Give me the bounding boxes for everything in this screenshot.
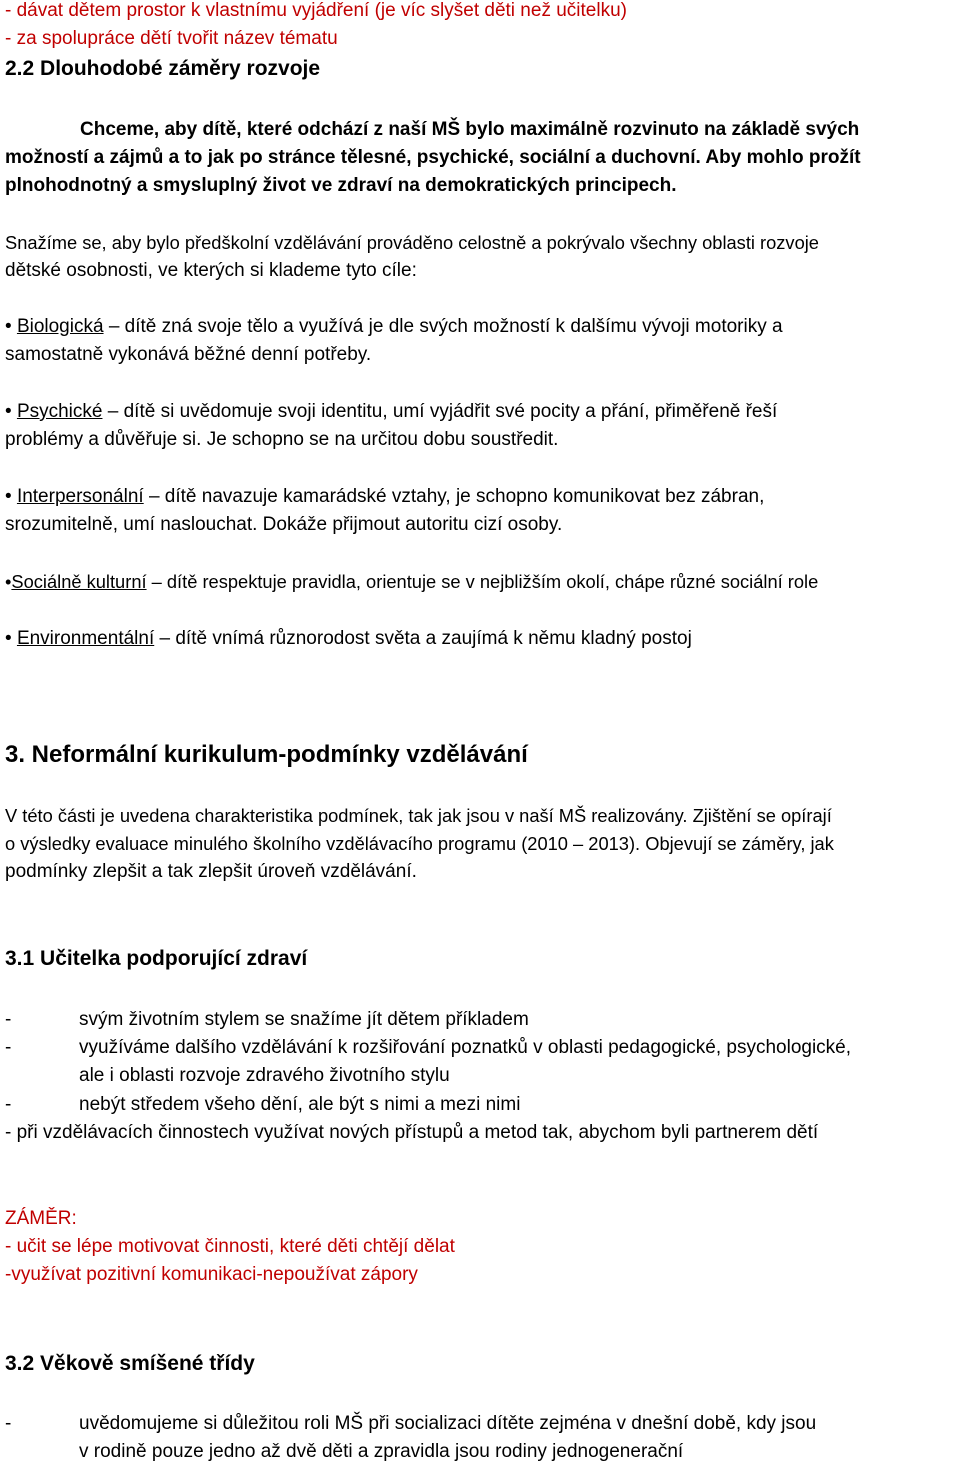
dash: -: [5, 1009, 12, 1030]
goal-term: Interpersonální: [16, 486, 144, 507]
dash: -: [5, 1037, 12, 1058]
goal-sociocultural: [5, 568, 818, 596]
intro-line-2: dětské osobnosti, ve kterých si klademe tyto cíle:: [5, 260, 417, 281]
section-3-line-1: V této části je uvedena charakteristika podmínek, tak jak jsou v naší MŠ realizovány. Zjištění se opírají: [5, 805, 832, 826]
section-2-2-line-1: Chceme, aby dítě, které odchází z naší MŠ bylo maximálně rozvinuto na základě svých: [80, 119, 860, 140]
bullet: •: [5, 316, 17, 337]
zamer-title: ZÁMĚR:: [5, 1208, 77, 1229]
red-note-line-1: - dávat dětem prostor k vlastnímu vyjádření (je víc slyšet děti než učitelku): [5, 0, 627, 21]
section-2-2-line-2: možností a zájmů a to jak po stránce tělesné, psychické, sociální a duchovní. Aby mohlo prožít: [5, 147, 861, 168]
zamer-line-2: -využívat pozitivní komunikaci-nepoužívat zápory: [5, 1264, 418, 1285]
bullet: •: [5, 486, 17, 507]
dash: -: [5, 1413, 12, 1434]
section-3-1-last-line: - při vzdělávacích činnostech využívat nových přístupů a metod tak, abychom byli partnerem dětí: [5, 1122, 819, 1143]
goal-text: – dítě vnímá různorodost světa a zaujímá k němu kladný postoj: [154, 628, 692, 649]
goal-biological: [5, 313, 783, 341]
list-item-text: uvědomujeme si důležitou roli MŠ při socializaci dítěte zejména v dnešní době, kdy jsou: [79, 1413, 817, 1434]
list-item: [5, 1034, 851, 1062]
goal-text: – dítě si uvědomuje svoji identitu, umí vyjádřit své pocity a přání, přiměřeně řeší: [102, 401, 778, 422]
list-item: [5, 1410, 816, 1438]
list-item-text: využíváme dalšího vzdělávání k rozšiřování poznatků v oblasti pedagogické, psychologické,: [79, 1037, 852, 1058]
goal-environmental: [5, 625, 692, 653]
list-item-cont: ale i oblasti rozvoje zdravého životního stylu: [79, 1065, 450, 1086]
bullet: •: [5, 571, 12, 592]
goal-interpersonal: [5, 483, 764, 511]
goal-biological-cont: samostatně vykonává běžné denní potřeby.: [5, 344, 372, 365]
intro-line-1: Snažíme se, aby bylo předškolní vzdělávání prováděno celostně a pokrývalo všechny oblasti rozvoje: [5, 232, 819, 253]
bullet: •: [5, 628, 17, 649]
zamer-line-1: - učit se lépe motivovat činnosti, které děti chtějí dělat: [5, 1236, 455, 1257]
section-3-heading: 3. Neformální kurikulum-podmínky vzdělávání: [5, 741, 528, 768]
goal-text: – dítě zná svoje tělo a využívá je dle svých možností k dalšímu vývoji motoriky a: [103, 316, 783, 337]
goal-term: Environmentální: [16, 628, 155, 649]
bullet: •: [5, 401, 17, 422]
section-3-2-heading: 3.2 Věkově smíšené třídy: [5, 1352, 255, 1375]
goal-term: Psychické: [16, 401, 103, 422]
list-item: [5, 1006, 529, 1034]
goal-psychic: [5, 398, 777, 426]
goal-term: Sociálně kulturní: [11, 571, 147, 592]
section-3-line-2: o výsledky evaluace minulého školního vzdělávacího programu (2010 – 2013). Objevují se záměry, jak: [5, 833, 834, 854]
goal-text: – dítě navazuje kamarádské vztahy, je schopno komunikovat bez zábran,: [143, 486, 765, 507]
goal-interpersonal-cont: srozumitelně, umí naslouchat. Dokáže přijmout autoritu cizí osoby.: [5, 514, 563, 535]
list-item: [5, 1091, 520, 1119]
goal-text: – dítě respektuje pravidla, orientuje se v nejbližším okolí, chápe různé sociální role: [146, 571, 819, 592]
section-3-1-heading: 3.1 Učitelka podporující zdraví: [5, 947, 308, 970]
list-item-text: svým životním stylem se snažíme jít dětem příkladem: [79, 1009, 529, 1030]
list-item-cont: v rodině pouze jedno až dvě děti a zpravidla jsou rodiny jednogenerační: [79, 1441, 684, 1462]
section-2-2-line-3: plnohodnotný a smysluplný život ve zdraví na demokratických principech.: [5, 175, 677, 196]
section-3-line-3: podmínky zlepšit a tak zlepšit úroveň vzdělávání.: [5, 861, 417, 882]
goal-term: Biologická: [16, 316, 104, 337]
goal-psychic-cont: problémy a důvěřuje si. Je schopno se na určitou dobu soustředit.: [5, 429, 559, 450]
section-2-2-heading: 2.2 Dlouhodobé záměry rozvoje: [5, 57, 321, 80]
dash: -: [5, 1094, 12, 1115]
list-item-text: nebýt středem všeho dění, ale být s nimi a mezi nimi: [79, 1094, 521, 1115]
red-note-line-2: - za spolupráce dětí tvořit název tématu: [5, 28, 338, 49]
